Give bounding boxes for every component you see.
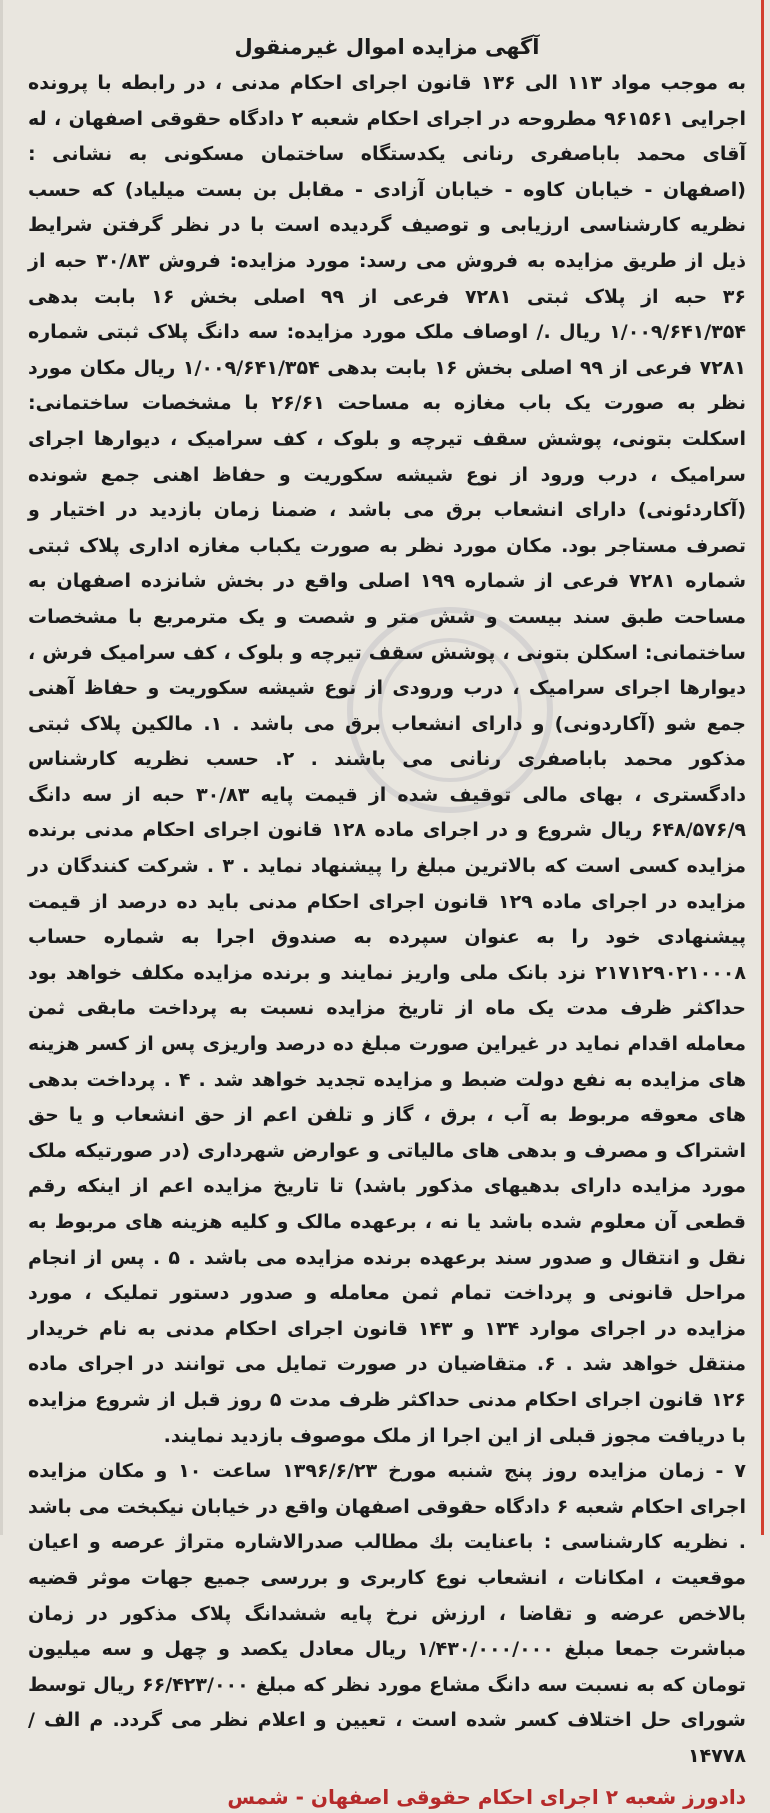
left-edge [0, 0, 3, 1535]
notice-title: آگهی مزایده اموال غیرمنقول [234, 35, 540, 59]
notice-body [28, 30, 746, 1813]
notice-paragraph-main: به موجب مواد ۱۱۳ الی ۱۳۶ قانون اجرای احکام مدنی ، در رابطه با پرونده اجرایی ۹۶۱۵۶۱ مطروحه در اجرای احکام شعبه ۲ دادگاه حقوقی اصفهان ، له آقای محمد باباصفری رنانی یکدستگاه ساختمان مسکونی به نشانی : (اصفهان - خیابان کاوه - خیابان آزادی - مقابل بن بست میلیاد) که حسب نظریه کارشناسی ارزیابی و توصیف گردیده است با در نظر گرفتن شرایط ذیل از طریق مزایده به فروش می رسد: مورد مزایده: فروش ۳۰/۸۳ حبه از ۳۶ حبه از پلاک ثبتی ۷۲۸۱ فرعی از ۹۹ اصلی بخش ۱۶ بابت بدهی ۱/۰۰۹/۶۴۱/۳۵۴ ریال ./ اوصاف ملک مورد مزایده: سه دانگ پلاک ثبتی شماره ۷۲۸۱ فرعی از ۹۹ اصلی بخش ۱۶ بابت بدهی ۱/۰۰۹/۶۴۱/۳۵۴ ریال مکان مورد نظر به صورت یک باب مغازه به مساحت ۲۶/۶۱ با مشخصات ساختمانی: اسکلت بتونی، پوشش سقف تیرچه و بلوک ، کف سرامیک ، دیوارها اجرای سرامیک ، درب ورود از نوع شیشه سکوریت و حفاظ اهنی جمع شونده (آکاردئونی) دارای انشعاب برق می باشد ، ضمنا زمان بازدید در اختیار و تصرف مستاجر بود. مکان مورد نظر به صورت یکباب مغازه اداری پلاک ثبتی شماره ۷۲۸۱ فرعی از شماره ۱۹۹ اصلی واقع در بخش شانزده اصفهان به مساحت طبق سند بیست و شش متر و شصت و یک مترمربع با مشخصات ساختمانی: اسکلن بتونی ، پوشش سقف تیرچه و بلوک ، کف سرامیک فرش ، دیوارها اجرای سرامیک ، درب ورودی از نوع شیشه سکوریت و حفاظ آهنی جمع شو (آکاردونی) و دارای انشعاب برق می باشد . ۱. مالکین پلاک ثبتی مذکور محمد باباصفری رنانی می باشند . ۲. حسب نظریه کارشناس دادگستری ، بهای مالی توقیف شده از قیمت پایه ۳۰/۸۳ حبه از سه دانگ ۶۴۸/۵۷۶/۹ ریال شروع و در اجرای ماده ۱۲۸ قانون اجرای احکام مدنی برنده مزایده کسی است که بالاترین مبلغ را پیشنهاد نماید . ۳ . شرکت کنندگان در مزایده در اجرای ماده ۱۲۹ قانون اجرای احکام مدنی باید ده درصد از قیمت پیشنهادی خود را به عنوان سپرده به صندوق اجرا به شماره حساب ۲۱۷۱۲۹۰۲۱۰۰۰۸ نزد بانک ملی واریز نمایند و برنده مزایده مکلف خواهد بود حداکثر ظرف مدت یک ماه از تاریخ مزایده نسبت به پرداخت مابقی ثمن معامله اقدام نماید در غیراین صورت مبلغ ده درصد واریزی پس از کسر هزینه های مزایده به نفع دولت ضبط و مزایده تجدید خواهد شد . ۴ . پرداخت بدهی های معوقه مربوط به آب ، برق ، گاز و تلفن اعم از حق انشعاب و یا حق اشتراک و مصرف و بدهی های مالیاتی و عوارض شهرداری (در صورتیکه ملک مورد مزایده دارای بدهیهای مذکور باشد) تا تاریخ مزایده اعم از اینکه رقم قطعی آن معلوم شده باشد یا نه ، برعهده مالک و کلیه هزینه های مربوط به نقل و انتقال و صدور سند برعهده برنده مزایده می باشد . ۵ . پس از انجام مراحل قانونی و پرداخت تمام ثمن معامله و صدور دستور تملیک ، مورد مزایده در اجرای موارد ۱۳۴ و ۱۴۳ قانون اجرای احکام مدنی به نام خریدار منتقل خواهد شد . ۶. متقاضیان در صورت تمایل می توانند در اجرای ماده ۱۲۶ قانون اجرای احکام مدنی حداکثر ظرف مدت ۵ روز قبل از شروع مزایده با دریافت مجوز قبلی از این اجرا از ملک موصوف بازدید نمایند. [28, 72, 747, 1447]
red-border-line [761, 0, 764, 1535]
notice-paragraph-7: ۷ - زمان مزایده روز پنج شنبه مورخ ۱۳۹۶/۶/۲۳ ساعت ۱۰ و مکان مزایده اجرای احکام شعبه ۶ دادگاه حقوقی اصفهان واقع در خیابان نیکبخت می باشد . نظریه کارشناسی : باعنایت بك مطالب صدرالاشاره متراژ عرصه و اعیان موقعیت ، امکانات ، انشعاب نوع کاربری و بررسی جمیع جهات موثر قضیه بالاخص عرضه و تقاضا ، ارزش نرخ پایه ششدانگ پلاک مذکور در زمان مباشرت جمعا مبلغ ۱/۴۳۰/۰۰۰/۰۰۰ ریال معادل یکصد و چهل و سه میلیون تومان که به نسبت سه دانگ مشاع مورد نظر که مبلغ ۶۶/۴۲۳/۰۰۰ ریال توسط شورای حل اختلاف کسر شده است ، تعیین و اعلام نظر می گردد. م الف / ۱۴۷۷۸ [28, 1460, 747, 1767]
notice-signature: دادورز شعبه ۲ اجرای احکام حقوقی اصفهان - شمس [227, 1784, 746, 1809]
